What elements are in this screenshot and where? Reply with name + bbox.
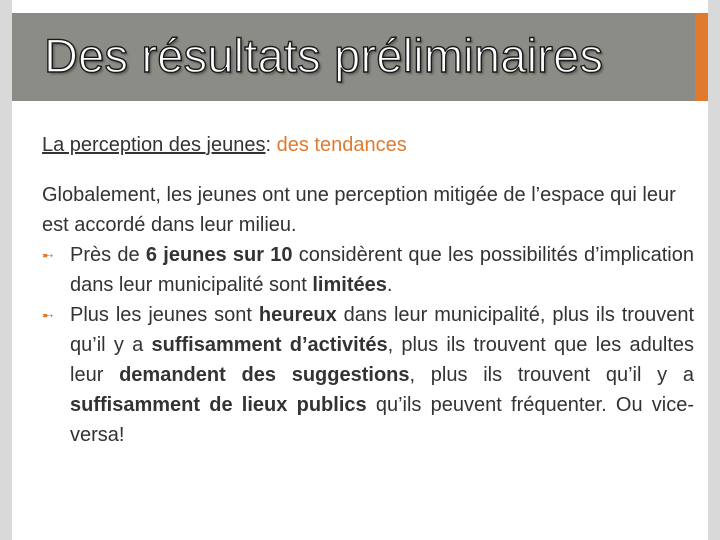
subheading-accent: des tendances [271, 134, 407, 156]
subheading [42, 130, 694, 160]
bullet-item-2 [42, 300, 694, 450]
bullet2-text-3: , plus ils trouvent que les adultes leur [70, 334, 694, 386]
subheading-separator: : [265, 134, 272, 156]
bullet-item-1 [42, 240, 694, 300]
bullet1-text-1: Près de [70, 244, 146, 266]
bullet2-text-1: Plus les jeunes sont [70, 304, 259, 326]
bullet2-bold-4: suffisamment de lieux publics [70, 394, 367, 416]
arrow-bullet-icon: ➸ [42, 247, 54, 263]
bullet1-text-2: considèrent que les possibilités d’implication dans leur municipalité sont [70, 244, 694, 296]
subheading-underlined: La perception des jeunes [42, 134, 266, 156]
bullet2-text-5: qu’ils peuvent fréquenter. Ou vice-versa! [70, 394, 695, 446]
bullet2-bold-3: demandent des suggestions [119, 364, 410, 386]
slide-title: Des résultats préliminaires [44, 29, 604, 82]
bullet2-text-2: dans leur municipalité, plus ils trouvent qu’il y a [70, 304, 695, 356]
intro-paragraph: Globalement, les jeunes ont une perception mitigée de l’espace qui leur est accordé dans leur milieu. [42, 184, 676, 236]
title-accent-bar [695, 13, 708, 101]
bullet-list [42, 240, 694, 450]
arrow-bullet-icon: ➸ [42, 307, 54, 323]
bullet2-text-4: , plus ils trouvent qu’il y a [409, 364, 694, 386]
left-border [0, 0, 12, 540]
bullet1-text-3: . [386, 274, 393, 296]
bullet2-bold-2: suffisamment d’activités [151, 334, 388, 356]
bullet1-bold-1: 6 jeunes sur 10 [145, 244, 293, 266]
bullet2-bold-1: heureux [258, 304, 337, 326]
right-border [708, 0, 720, 540]
bullet1-bold-2: limitées [312, 274, 387, 296]
slide-content [42, 130, 694, 450]
